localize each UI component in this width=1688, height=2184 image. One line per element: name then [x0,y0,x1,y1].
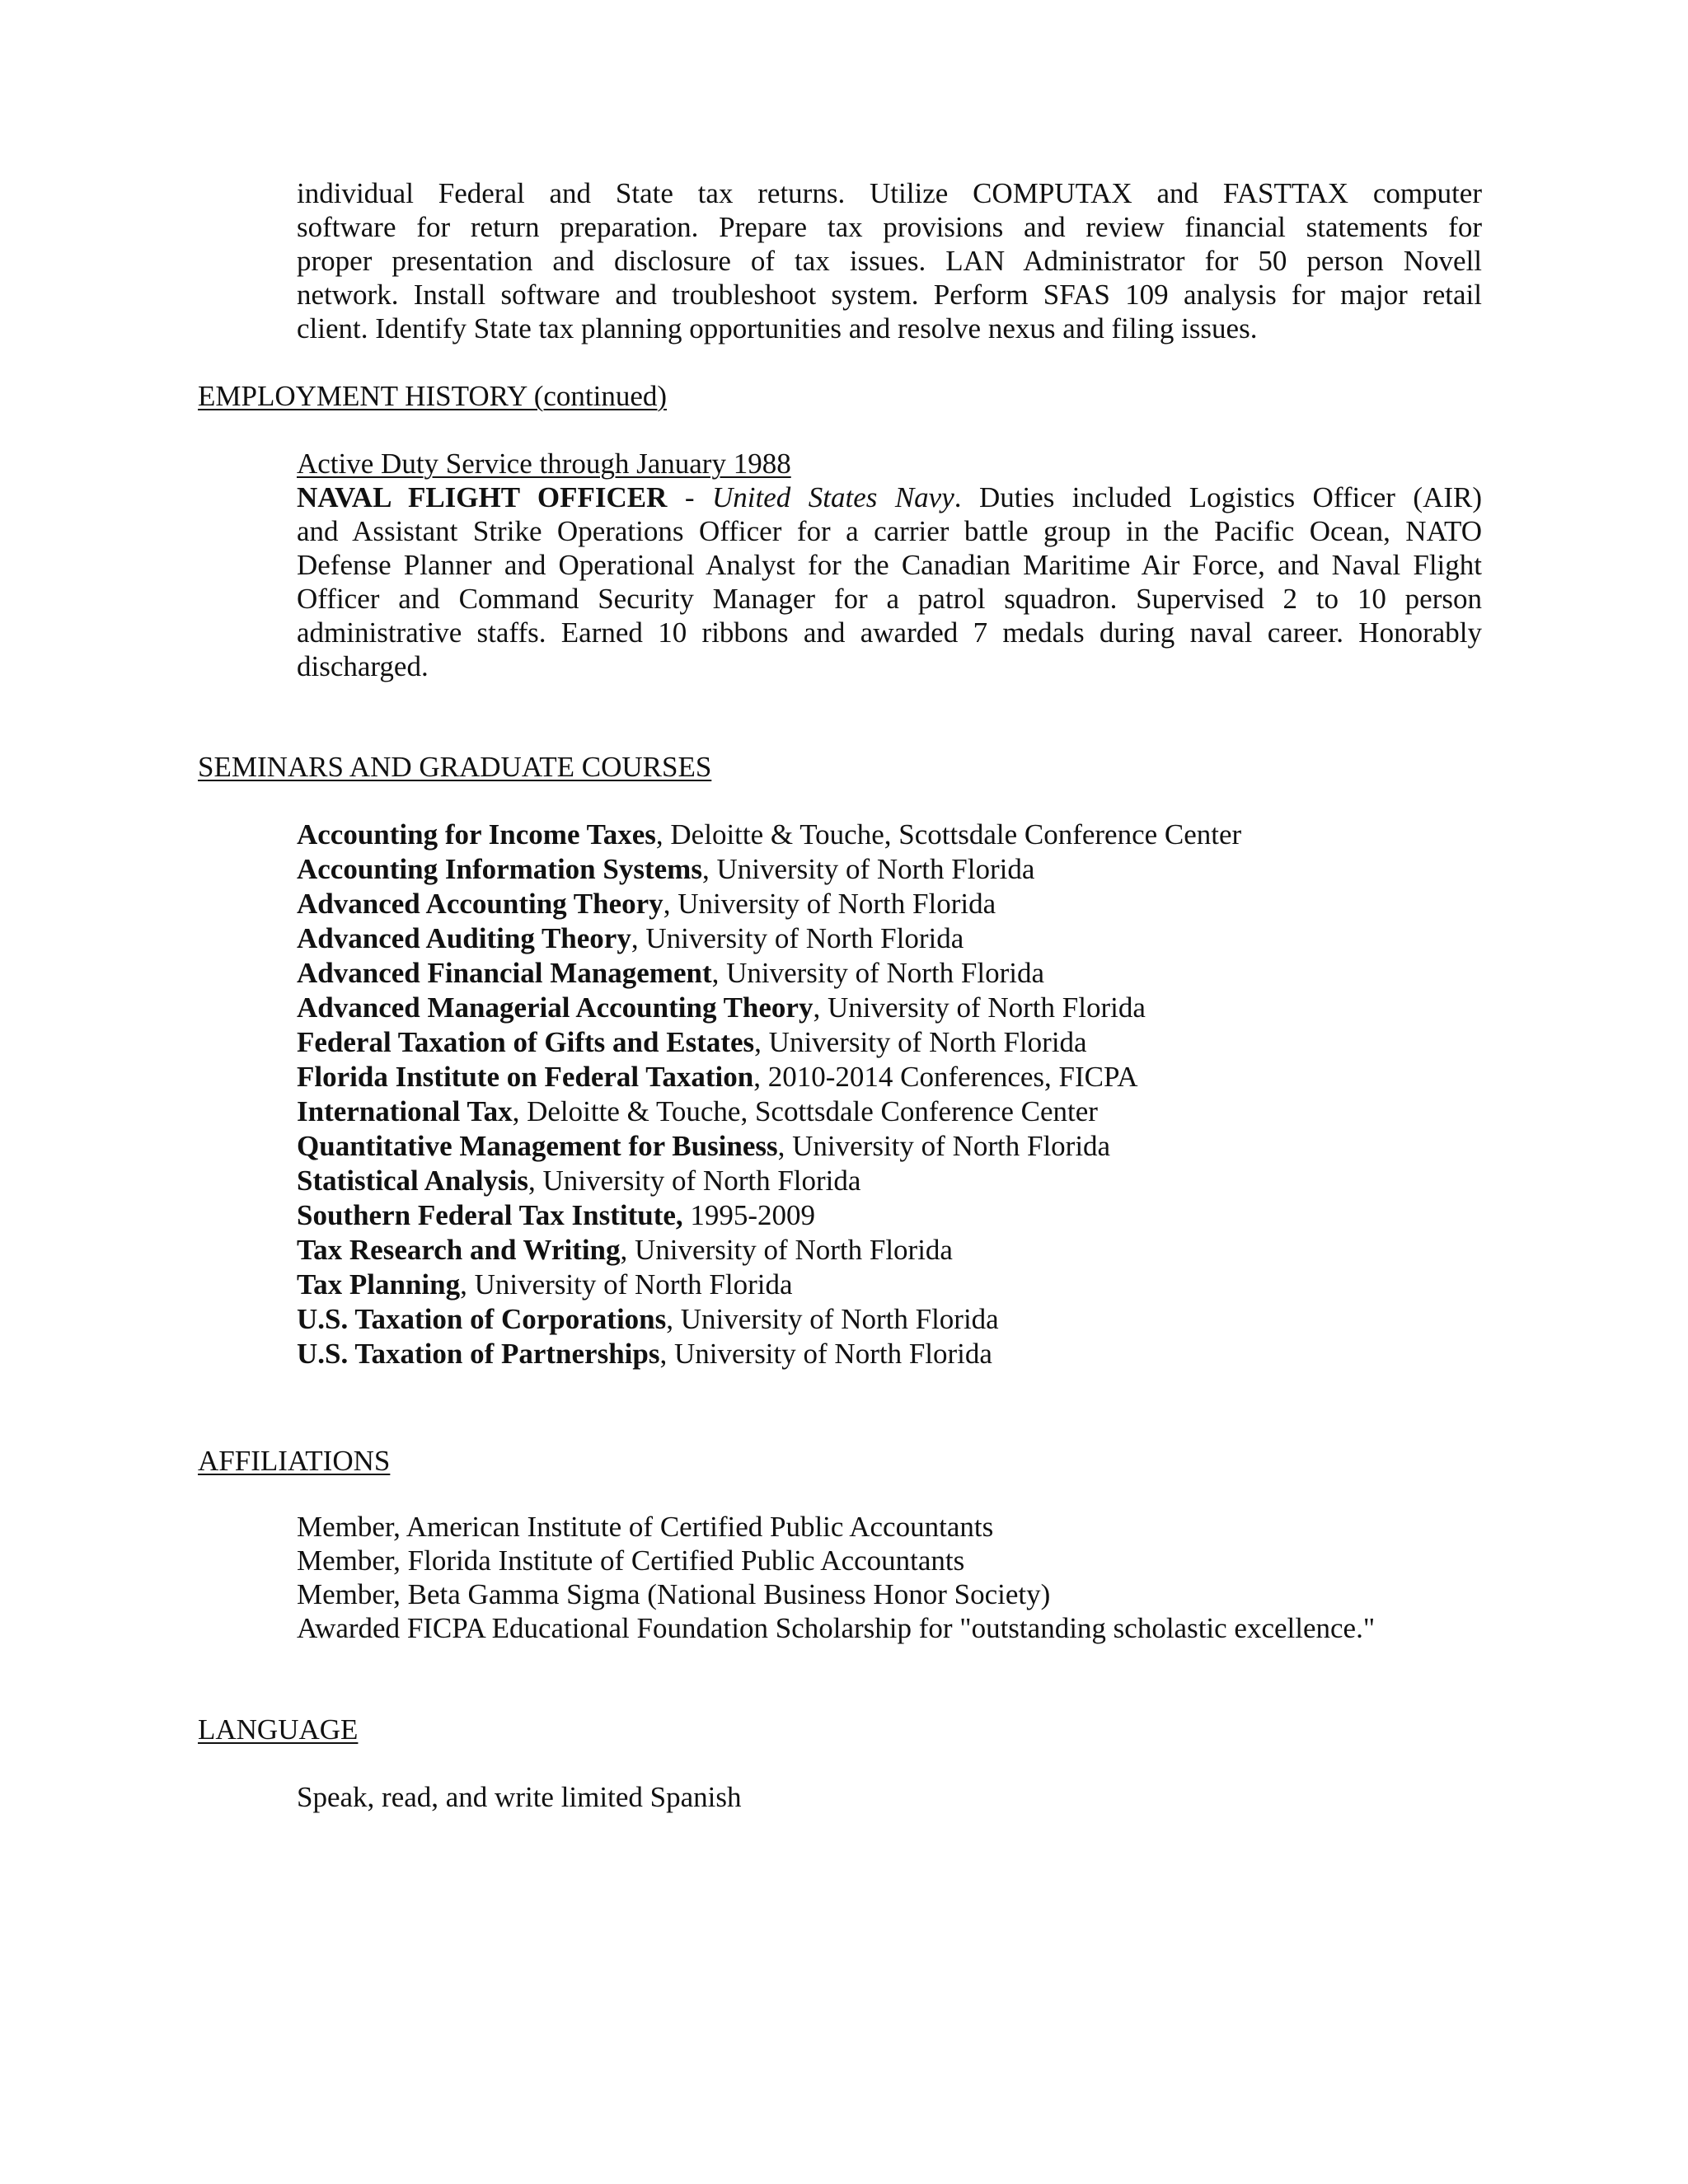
course-name: Advanced Managerial Accounting Theory [297,991,814,1024]
service-period: Active Duty Service through January 1988 [297,448,791,480]
list-item [297,1198,1533,1233]
job-title: NAVAL FLIGHT OFFICER [297,481,668,513]
duties-line: administrative staffs. Earned 10 ribbons and awarded 7 medals during naval career. Honorably [297,616,1482,649]
intro-line: individual Federal and State tax returns. Utilize COMPUTAX and FASTTAX computer [297,177,1482,209]
list-item [297,852,1533,887]
list-item [297,921,1533,956]
course-name: Quantitative Management for Business [297,1130,778,1162]
course-detail: , University of North Florida [620,1234,953,1266]
course-detail: , Deloitte & Touche, Scottsdale Conference Center [512,1095,1098,1127]
course-detail: , University of North Florida [701,853,1035,885]
course-name: Statistical Analysis [297,1165,529,1197]
course-name: Federal Taxation of Gifts and Estates [297,1026,755,1058]
course-list [297,818,1533,1371]
course-name: Advanced Auditing Theory [297,922,631,954]
list-item [297,1164,1533,1198]
title-separator: - [667,481,713,513]
affiliations-heading: AFFILIATIONS [198,1445,391,1477]
list-item [297,1302,1533,1337]
list-item [297,1025,1533,1060]
list-item [297,1129,1533,1164]
affiliation-list [297,1510,1533,1645]
duties-line: Defense Planner and Operational Analyst for the Canadian Maritime Air Force, and Naval Flight [297,549,1482,581]
duties-line: Officer and Command Security Manager for a patrol squadron. Supervised 2 to 10 person [297,583,1482,615]
employment-heading: EMPLOYMENT HISTORY (continued) [198,380,668,412]
intro-line: proper presentation and disclosure of tax issues. LAN Administrator for 50 person Novell [297,245,1482,277]
course-name: International Tax [297,1095,513,1127]
employment-entry [297,447,1482,683]
course-name: Tax Research and Writing [297,1234,621,1266]
intro-line: network. Install software and troubleshoot system. Perform SFAS 109 analysis for major retail [297,279,1482,311]
list-item [297,956,1533,991]
list-item [297,1337,1533,1371]
course-detail: , University of North Florida [711,957,1045,989]
course-name: U.S. Taxation of Partnerships [297,1338,660,1370]
list-item: Awarded FICPA Educational Foundation Scholarship for "outstanding scholastic excellence." [297,1612,1376,1644]
course-name: Accounting Information Systems [297,853,702,885]
course-detail: , University of North Florida [754,1026,1087,1058]
language-text: Speak, read, and write limited Spanish [297,1781,742,1813]
course-detail: 1995-2009 [682,1199,816,1231]
list-item: Member, Beta Gamma Sigma (National Business Honor Society) [297,1578,1051,1610]
course-name: Tax Planning [297,1268,461,1301]
list-item: Member, Florida Institute of Certified Public Accountants [297,1544,965,1577]
list-item [297,991,1533,1025]
list-item [297,1094,1533,1129]
course-detail: , University of North Florida [631,922,964,954]
course-detail: , Deloitte & Touche, Scottsdale Conference Center [655,818,1242,851]
seminars-heading: SEMINARS AND GRADUATE COURSES [198,751,712,783]
intro-paragraph [297,176,1482,345]
course-detail: , University of North Florida [777,1130,1111,1162]
course-name: Advanced Accounting Theory [297,888,663,920]
list-item [297,818,1533,852]
intro-line: client. Identify State tax planning opportunities and resolve nexus and filing issues. [297,312,1258,344]
course-detail: , 2010-2014 Conferences, FICPA [753,1061,1138,1093]
course-detail: , University of North Florida [663,888,996,920]
list-item [297,1233,1533,1268]
course-name: U.S. Taxation of Corporations [297,1303,667,1335]
course-name: Florida Institute on Federal Taxation [297,1061,754,1093]
course-detail: , University of North Florida [813,991,1146,1024]
employer: United States Navy [712,481,954,513]
course-name: Accounting for Income Taxes [297,818,656,851]
list-item [297,1060,1533,1094]
language-heading: LANGUAGE [198,1713,359,1746]
course-detail: , University of North Florida [659,1338,992,1370]
intro-line: software for return preparation. Prepare tax provisions and review financial statements for [297,211,1482,243]
duties-line: and Assistant Strike Operations Officer for a carrier battle group in the Pacific Ocean, NATO [297,515,1482,547]
duties-line: . Duties included Logistics Officer (AIR) [954,481,1483,513]
course-detail: , University of North Florida [666,1303,999,1335]
list-item [297,1268,1533,1302]
course-detail: , University of North Florida [528,1165,861,1197]
list-item [297,887,1533,921]
course-detail: , University of North Florida [460,1268,793,1301]
course-name: Southern Federal Tax Institute, [297,1199,683,1231]
list-item: Member, American Institute of Certified Public Accountants [297,1511,994,1543]
duties-line: discharged. [297,650,429,682]
course-name: Advanced Financial Management [297,957,712,989]
